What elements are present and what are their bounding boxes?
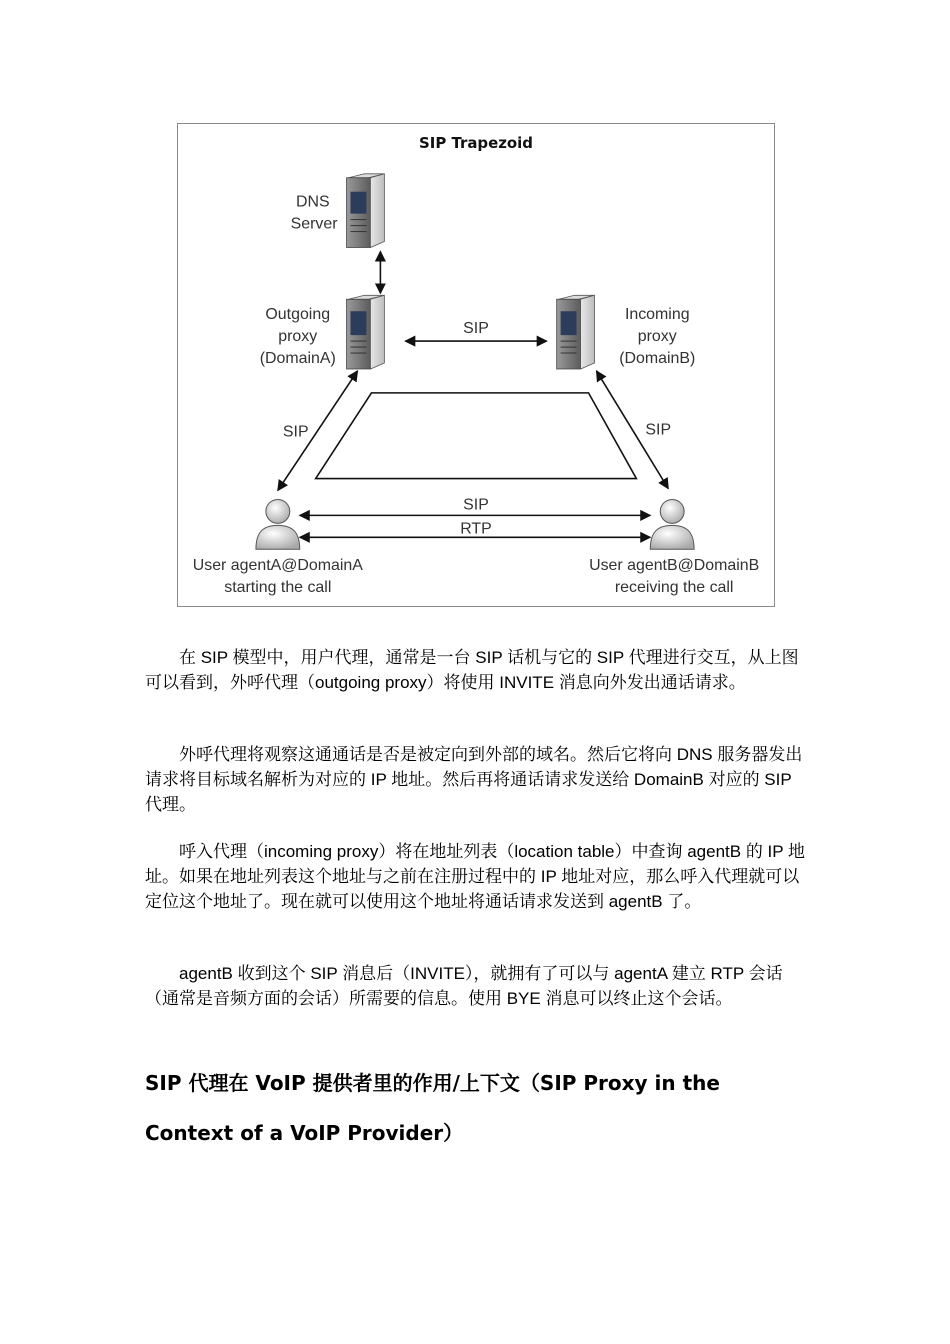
outgoing-proxy-label-line2: proxy	[278, 328, 318, 346]
paragraph-3: 呼入代理（incoming proxy）将在地址列表（location table）中查询 agentB 的 IP 地址。如果在地址列表这个地址与之前在注册过程中的 IP 地址对应，那么呼入代理就可以定位这个地址了。现在就可以使用这个地址将通话请求发送到 agentB 了。	[145, 842, 806, 911]
incoming-proxy-label-line2: proxy	[637, 328, 677, 346]
proxy-link-sip-label: SIP	[463, 320, 489, 338]
figure-title: SIP Trapezoid	[419, 133, 533, 152]
user-rtp-label: RTP	[460, 520, 492, 538]
dns-server-label-line2: Server	[290, 215, 338, 233]
user-a-label-line2: starting the call	[224, 579, 332, 597]
sip-trapezoid-diagram	[178, 124, 774, 606]
paragraph-1: 在 SIP 模型中，用户代理，通常是一台 SIP 话机与它的 SIP 代理进行交互，从上图可以看到，外呼代理（outgoing proxy）将使用 INVITE 消息向外发出通话请求。	[145, 648, 799, 692]
trapezoid-shape	[316, 393, 637, 479]
section-heading: SIP 代理在 VoIP 提供者里的作用/上下文（SIP Proxy in the Context of a VoIP Provider）	[145, 1071, 720, 1145]
incoming-proxy-label-line3: (DomainB)	[619, 350, 696, 368]
user-b-label-line2: receiving the call	[614, 579, 734, 597]
paragraph-4: agentB 收到这个 SIP 消息后（INVITE），就拥有了可以与 agentA 建立 RTP 会话（通常是音频方面的会话）所需要的信息。使用 BYE 消息可以终止这个会话。	[145, 964, 783, 1008]
sip-trapezoid-figure	[177, 123, 775, 607]
user-sip-label: SIP	[463, 496, 489, 514]
outgoing-proxy-server-icon	[347, 295, 385, 369]
user-a-label-line1: User agentA@DomainA	[192, 557, 363, 575]
dns-server-label-line1: DNS	[295, 193, 330, 211]
paragraph-2: 外呼代理将观察这通通话是否是被定向到外部的域名。然后它将向 DNS 服务器发出请求将目标域名解析为对应的 IP 地址。然后再将通话请求发送给 DomainB 对应的 SIP 代理。	[145, 745, 803, 814]
incoming-proxy-server-icon	[557, 295, 595, 369]
user-b-person-icon	[650, 499, 694, 549]
outgoing-proxy-label-line3: (DomainA)	[259, 350, 336, 368]
outgoing-proxy-label-line1: Outgoing	[265, 306, 331, 324]
dns-server-icon	[347, 174, 385, 248]
right-link-sip-label: SIP	[645, 421, 672, 439]
user-b-label-line1: User agentB@DomainB	[589, 557, 760, 575]
left-link-sip-label: SIP	[282, 423, 309, 441]
user-a-person-icon	[256, 499, 300, 549]
incoming-proxy-label-line1: Incoming	[624, 306, 690, 324]
